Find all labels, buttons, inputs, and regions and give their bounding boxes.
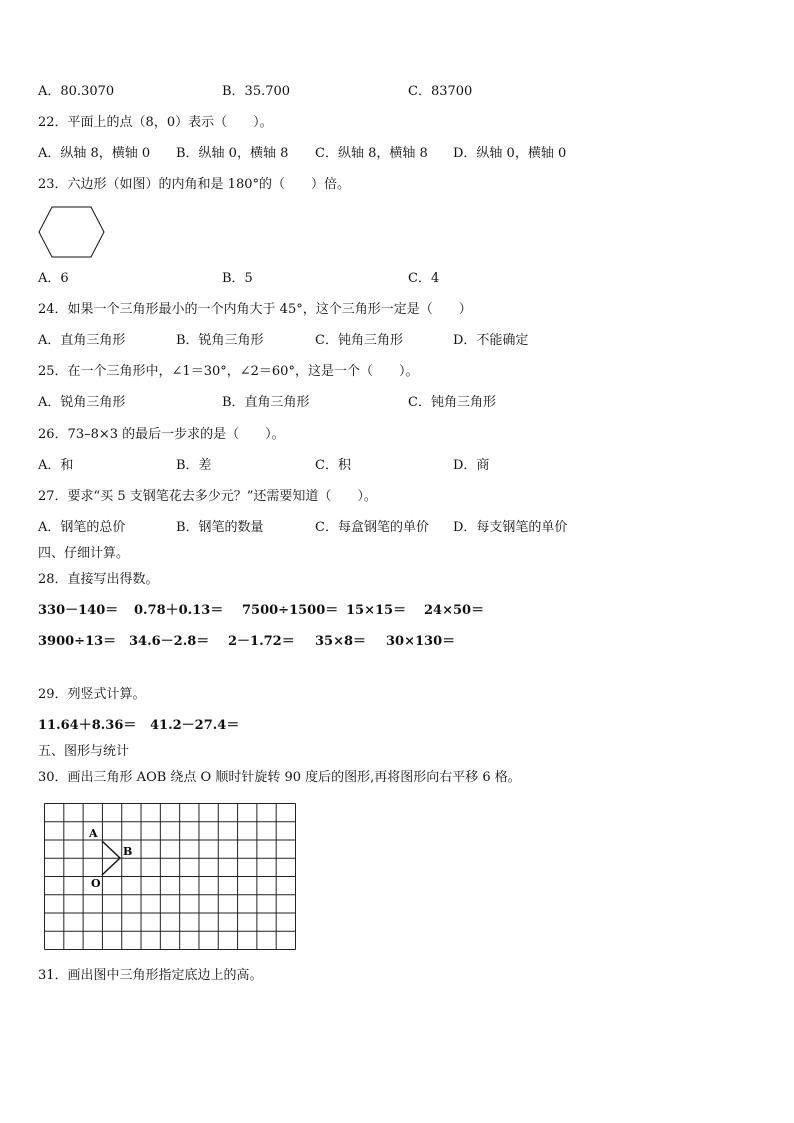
calc-item: 35×8＝ <box>315 634 367 649</box>
calc-item: 0.78＋0.13＝ <box>134 603 224 618</box>
q24-option-d[interactable]: D．不能确定 <box>453 333 529 348</box>
q31-question: 31．画出图中三角形指定底边上的高。 <box>38 968 263 983</box>
q21-option-a[interactable]: A．80.3070 <box>38 84 115 99</box>
q26-option-a[interactable]: A．和 <box>38 458 74 473</box>
q26-option-b[interactable]: B．差 <box>176 458 212 473</box>
q25-option-c[interactable]: C．钝角三角形 <box>408 395 496 410</box>
calc-item: 30×130＝ <box>386 634 456 649</box>
calc-item: 41.2－27.4＝ <box>150 718 240 733</box>
q26-question: 26．73–8×3 的最后一步求的是（ ）。 <box>38 427 285 442</box>
q24-option-a[interactable]: A．直角三角形 <box>38 333 126 348</box>
rotation-grid-figure <box>44 803 296 950</box>
q21-option-b[interactable]: B．35.700 <box>222 84 291 99</box>
q23-option-b[interactable]: B．5 <box>222 271 253 286</box>
q29-question: 29．列竖式计算。 <box>38 687 146 702</box>
q22-option-a[interactable]: A．纵轴 8，横轴 0 <box>38 146 151 161</box>
q27-question: 27．要求“买 5 支钢笔花去多少元？”还需要知道（ ）。 <box>38 489 377 504</box>
section-heading-4: 四、仔细计算。 <box>38 546 130 561</box>
label-b: B <box>123 845 133 858</box>
q22-option-c[interactable]: C．纵轴 8，横轴 8 <box>315 146 428 161</box>
q22-option-b[interactable]: B．纵轴 0，横轴 8 <box>176 146 289 161</box>
q30-question: 30．画出三角形 AOB 绕点 O 顺时针旋转 90 度后的图形,再将图形向右平移 6 格。 <box>38 770 521 785</box>
q23-question: 23．六边形（如图）的内角和是 180°的（ ）倍。 <box>38 177 350 192</box>
calc-item: 15×15＝ <box>346 603 407 618</box>
q24-option-c[interactable]: C．钝角三角形 <box>315 333 403 348</box>
calc-item: 2－1.72＝ <box>228 634 295 649</box>
q28-question: 28．直接写出得数。 <box>38 572 159 587</box>
calc-item: 34.6－2.8＝ <box>129 634 210 649</box>
q25-option-a[interactable]: A．锐角三角形 <box>38 395 126 410</box>
section-heading-5: 五、图形与统计 <box>38 744 130 759</box>
q25-question: 25．在一个三角形中，∠1＝30°，∠2＝60°，这是一个（ ）。 <box>38 364 419 379</box>
q22-question: 22．平面上的点（8，0）表示（ ）。 <box>38 115 273 130</box>
calc-item: 24×50＝ <box>424 603 485 618</box>
q23-option-a[interactable]: A．6 <box>38 271 69 286</box>
q22-option-d[interactable]: D．纵轴 0，横轴 0 <box>453 146 567 161</box>
calc-item: 7500÷1500＝ <box>242 603 339 618</box>
q25-option-b[interactable]: B．直角三角形 <box>222 395 310 410</box>
q24-option-b[interactable]: B．锐角三角形 <box>176 333 264 348</box>
label-a: A <box>89 827 98 840</box>
calc-item: 3900÷13＝ <box>38 634 117 649</box>
q26-option-d[interactable]: D．商 <box>453 458 490 473</box>
q27-option-d[interactable]: D．每支钢笔的单价 <box>453 520 568 535</box>
hexagon-figure <box>38 206 106 258</box>
q27-option-b[interactable]: B．钢笔的数量 <box>176 520 264 535</box>
q27-option-c[interactable]: C．每盒钢笔的单价 <box>315 520 429 535</box>
q24-question: 24．如果一个三角形最小的一个内角大于 45°，这个三角形一定是（ ） <box>38 302 472 317</box>
grid-lines <box>45 804 296 950</box>
q27-option-a[interactable]: A．钢笔的总价 <box>38 520 126 535</box>
calc-item: 330－140＝ <box>38 603 119 618</box>
q21-option-c[interactable]: C．83700 <box>408 84 473 99</box>
q23-option-c[interactable]: C．4 <box>408 271 440 286</box>
calc-item: 11.64＋8.36＝ <box>38 718 137 733</box>
q26-option-c[interactable]: C．积 <box>315 458 351 473</box>
label-o: O <box>91 877 101 890</box>
